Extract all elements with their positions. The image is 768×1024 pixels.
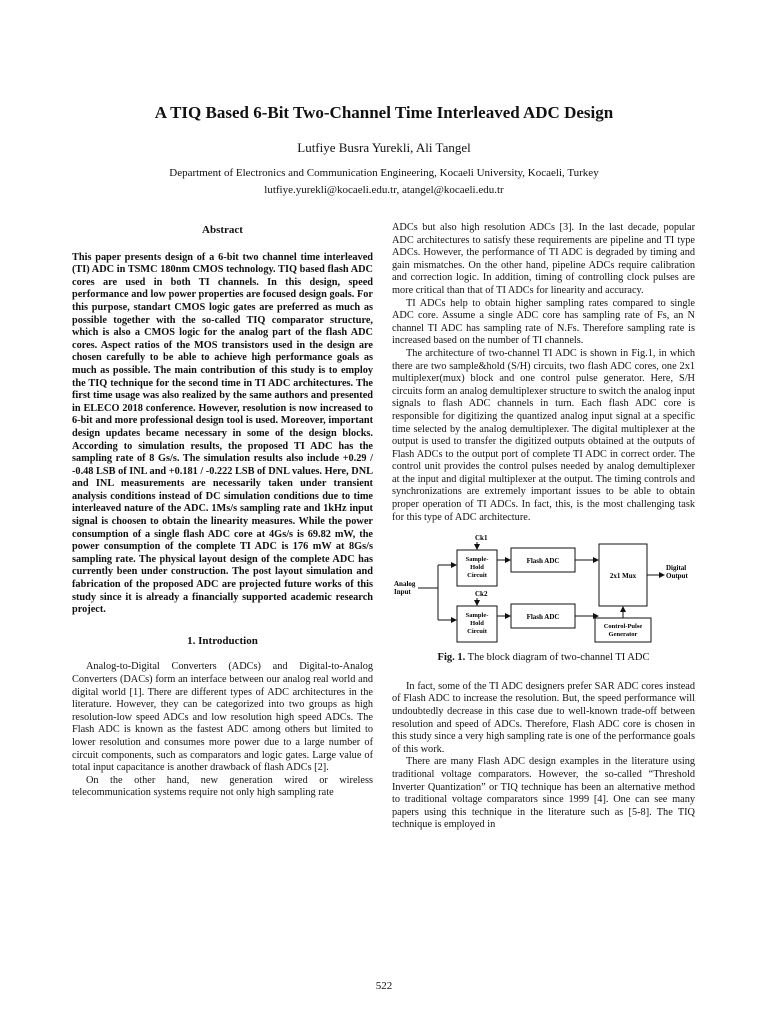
abstract-heading: Abstract <box>202 224 243 236</box>
analog-input-label: Analog Input <box>394 580 416 597</box>
sh1-label: Sample-Hold Circuit <box>465 556 489 580</box>
ck2-label: Ck2 <box>475 590 488 599</box>
block-diagram <box>392 530 695 648</box>
right-paragraph-3: The architecture of two-channel TI ADC is shown in Fig.1, in which there are two sample&hold (S/H) circuits, two flash ADC cores, one 2x1 multiplexer(mux) block and one control pulse generator. Here, S/H circuits form an analog demultiplexer structure to switch the analog input signals to flash ADC channels in turn. Each flash ADC core is responsible for digitizing the quantized analog input signal at a specific time selected by the analog demultiplexer. The digital multiplexer at the output is used to transfer the digitized outputs obtained at the outputs of Flash ADCs to the output port of complete TI ADC in correct order. The control unit provides the control pulses needed by analog demultiplexer at the input and digital multiplexer at the output. The timing controls and synchronizations are extremely important issues to be able to obtain proper operation of TI ADCs. In fact, this, is the most challenging task for this type of ADC architecture. <box>392 347 695 523</box>
figure-caption-label: Fig. 1. <box>437 652 466 664</box>
right-paragraph-1: ADCs but also high resolution ADCs [3]. In the last decade, popular ADC architectures to satisfy these requirements are pipeline and TI type ADCs. However, the performance of TI ADC is degraded by timing and gain mismatches. On the other hand, pipeline ADCs require calibration and correction logic. In addition, timing of controlling clock pulses are more critical than that of TI ADCs for linearity and accuracy. <box>392 222 695 296</box>
affiliation: Department of Electronics and Communication Engineering, Kocaeli University, Kocaeli, Turkey <box>169 167 599 179</box>
intro-paragraph-2: On the other hand, new generation wired or wireless telecommunication systems require not only high sampling rate <box>72 774 373 799</box>
flash-adc-1-label: Flash ADC <box>526 557 560 566</box>
emails: lutfiye.yurekli@kocaeli.edu.tr, atangel@kocaeli.edu.tr <box>264 184 504 196</box>
right-paragraph-4: In fact, some of the TI ADC designers prefer SAR ADC cores instead of Flash ADC to increase the resolution. But, the speed performance will undoubtedly decrease in this case due to well-known trade-off between resolution and speed of ADCs. Therefore, Flash ADC core is chosen in this study since a very high sampling rate is one of the performance goals of this work. <box>392 680 695 755</box>
figure-caption <box>392 652 695 665</box>
introduction-heading: 1. Introduction <box>187 634 258 647</box>
right-paragraph-5: There are many Flash ADC design examples in the literature using traditional voltage comparators. However, the so-called “Threshold Inverter Quantization” or TIQ technique has been an alternative method to traditional voltage comparators since 1999 [4]. One can see many papers using this technique in the literature such as [5-8]. The TIQ technique is employed in <box>392 756 695 831</box>
sh2-label: Sample-Hold Circuit <box>465 612 489 636</box>
right-paragraph-2: TI ADCs help to obtain higher sampling rates compared to single ADC core. Assume a single ADC core has sampling rate of Fs, an N channel TI ADC has sampling rate of N.Fs. Therefore sampling rate is increased based on the number of TI channels. <box>392 297 695 347</box>
ck1-label: Ck1 <box>475 534 488 543</box>
digital-output-label: Digital Output <box>666 564 688 581</box>
mux-label: 2x1 Mux <box>609 572 637 581</box>
paper-title: A TIQ Based 6-Bit Two-Channel Time Interleaved ADC Design <box>154 103 614 122</box>
intro-paragraph-1: Analog-to-Digital Converters (ADCs) and Digital-to-Analog Converters (DACs) form an interface between our analog real world and digital world [1]. There are different types of ADC architectures in the literature. However, they can be categorized into two groups as high resolution-low speed ADCs and low resolution high speed ADCs. The Flash ADC is known as the fastest ADC among others but limited to lower resolution and consumes more power due to a large number of circuit components, such as comparators and logic gates. Large value of total input capacitance is another drawback of flash ADCs [2]. <box>72 661 373 774</box>
control-pulse-generator <box>595 618 651 642</box>
block-diagram-figure <box>392 530 695 648</box>
right-column <box>392 222 695 832</box>
left-column <box>72 224 373 800</box>
paper-authors: Lutfiye Busra Yurekli, Ali Tangel <box>297 140 471 155</box>
page-number: 522 <box>375 980 393 992</box>
affiliation-block <box>0 165 768 199</box>
figure-caption-text: The block diagram of two-channel TI ADC <box>465 652 650 664</box>
cpg-label: Control-Pulse Generator <box>603 623 643 639</box>
flash-adc-2-label: Flash ADC <box>526 613 560 622</box>
abstract-text: This paper presents design of a 6-bit two channel time interleaved (TI) ADC in TSMC 180nm CMOS technology. TIQ based flash ADC cores are used in both TI channels. In this design, speed performance and low power properties are focused design goals. For this purpose, standart CMOS logic gates are preferred as much as possible together with the so-called TIQ comparator structure, which is also a CMOS logic for the analog part of the flash ADC cores. Aspect ratios of the MOS transistors used in the design are chosen carefully to be able to achieve high performance goals as much as possible. The main contribution of this study is to employ the TIQ technique for the second time in TI ADC architectures. The first time usage was also realized by the same authors and presented in ELECO 2018 conference. However, resolution is now increased to 6-bit and more professional design tool is used. Moreover, important design updates became necessary in some of the design blocks. According to simulation results, the proposed TI ADC has the sampling rate of 8 Gs/s. The simulation results also include +0.29 / -0.48 LSB of INL and +0.181 / -0.222 LSB of DNL values. Here, DNL and INL measurements are necessarily taken under transient analysis conditions instead of DC simulation conditions due to time interleaved nature of the ADC. 1Ms/s sampling rate and 1kHz input signal is choosen to obtain the linearity measures. While the power consumption of a single flash ADC core at 4Gs/s is 69.82 mW, the power consumption of the complete TI ADC is 176 mW at 8Gs/s sampling rate. The physical layout design of the complete ADC has currently been under construction. The post layout simulation and fabrication of the proposed ADC are projected future works of this study since it is already a financially supported academic research project. <box>72 251 373 616</box>
